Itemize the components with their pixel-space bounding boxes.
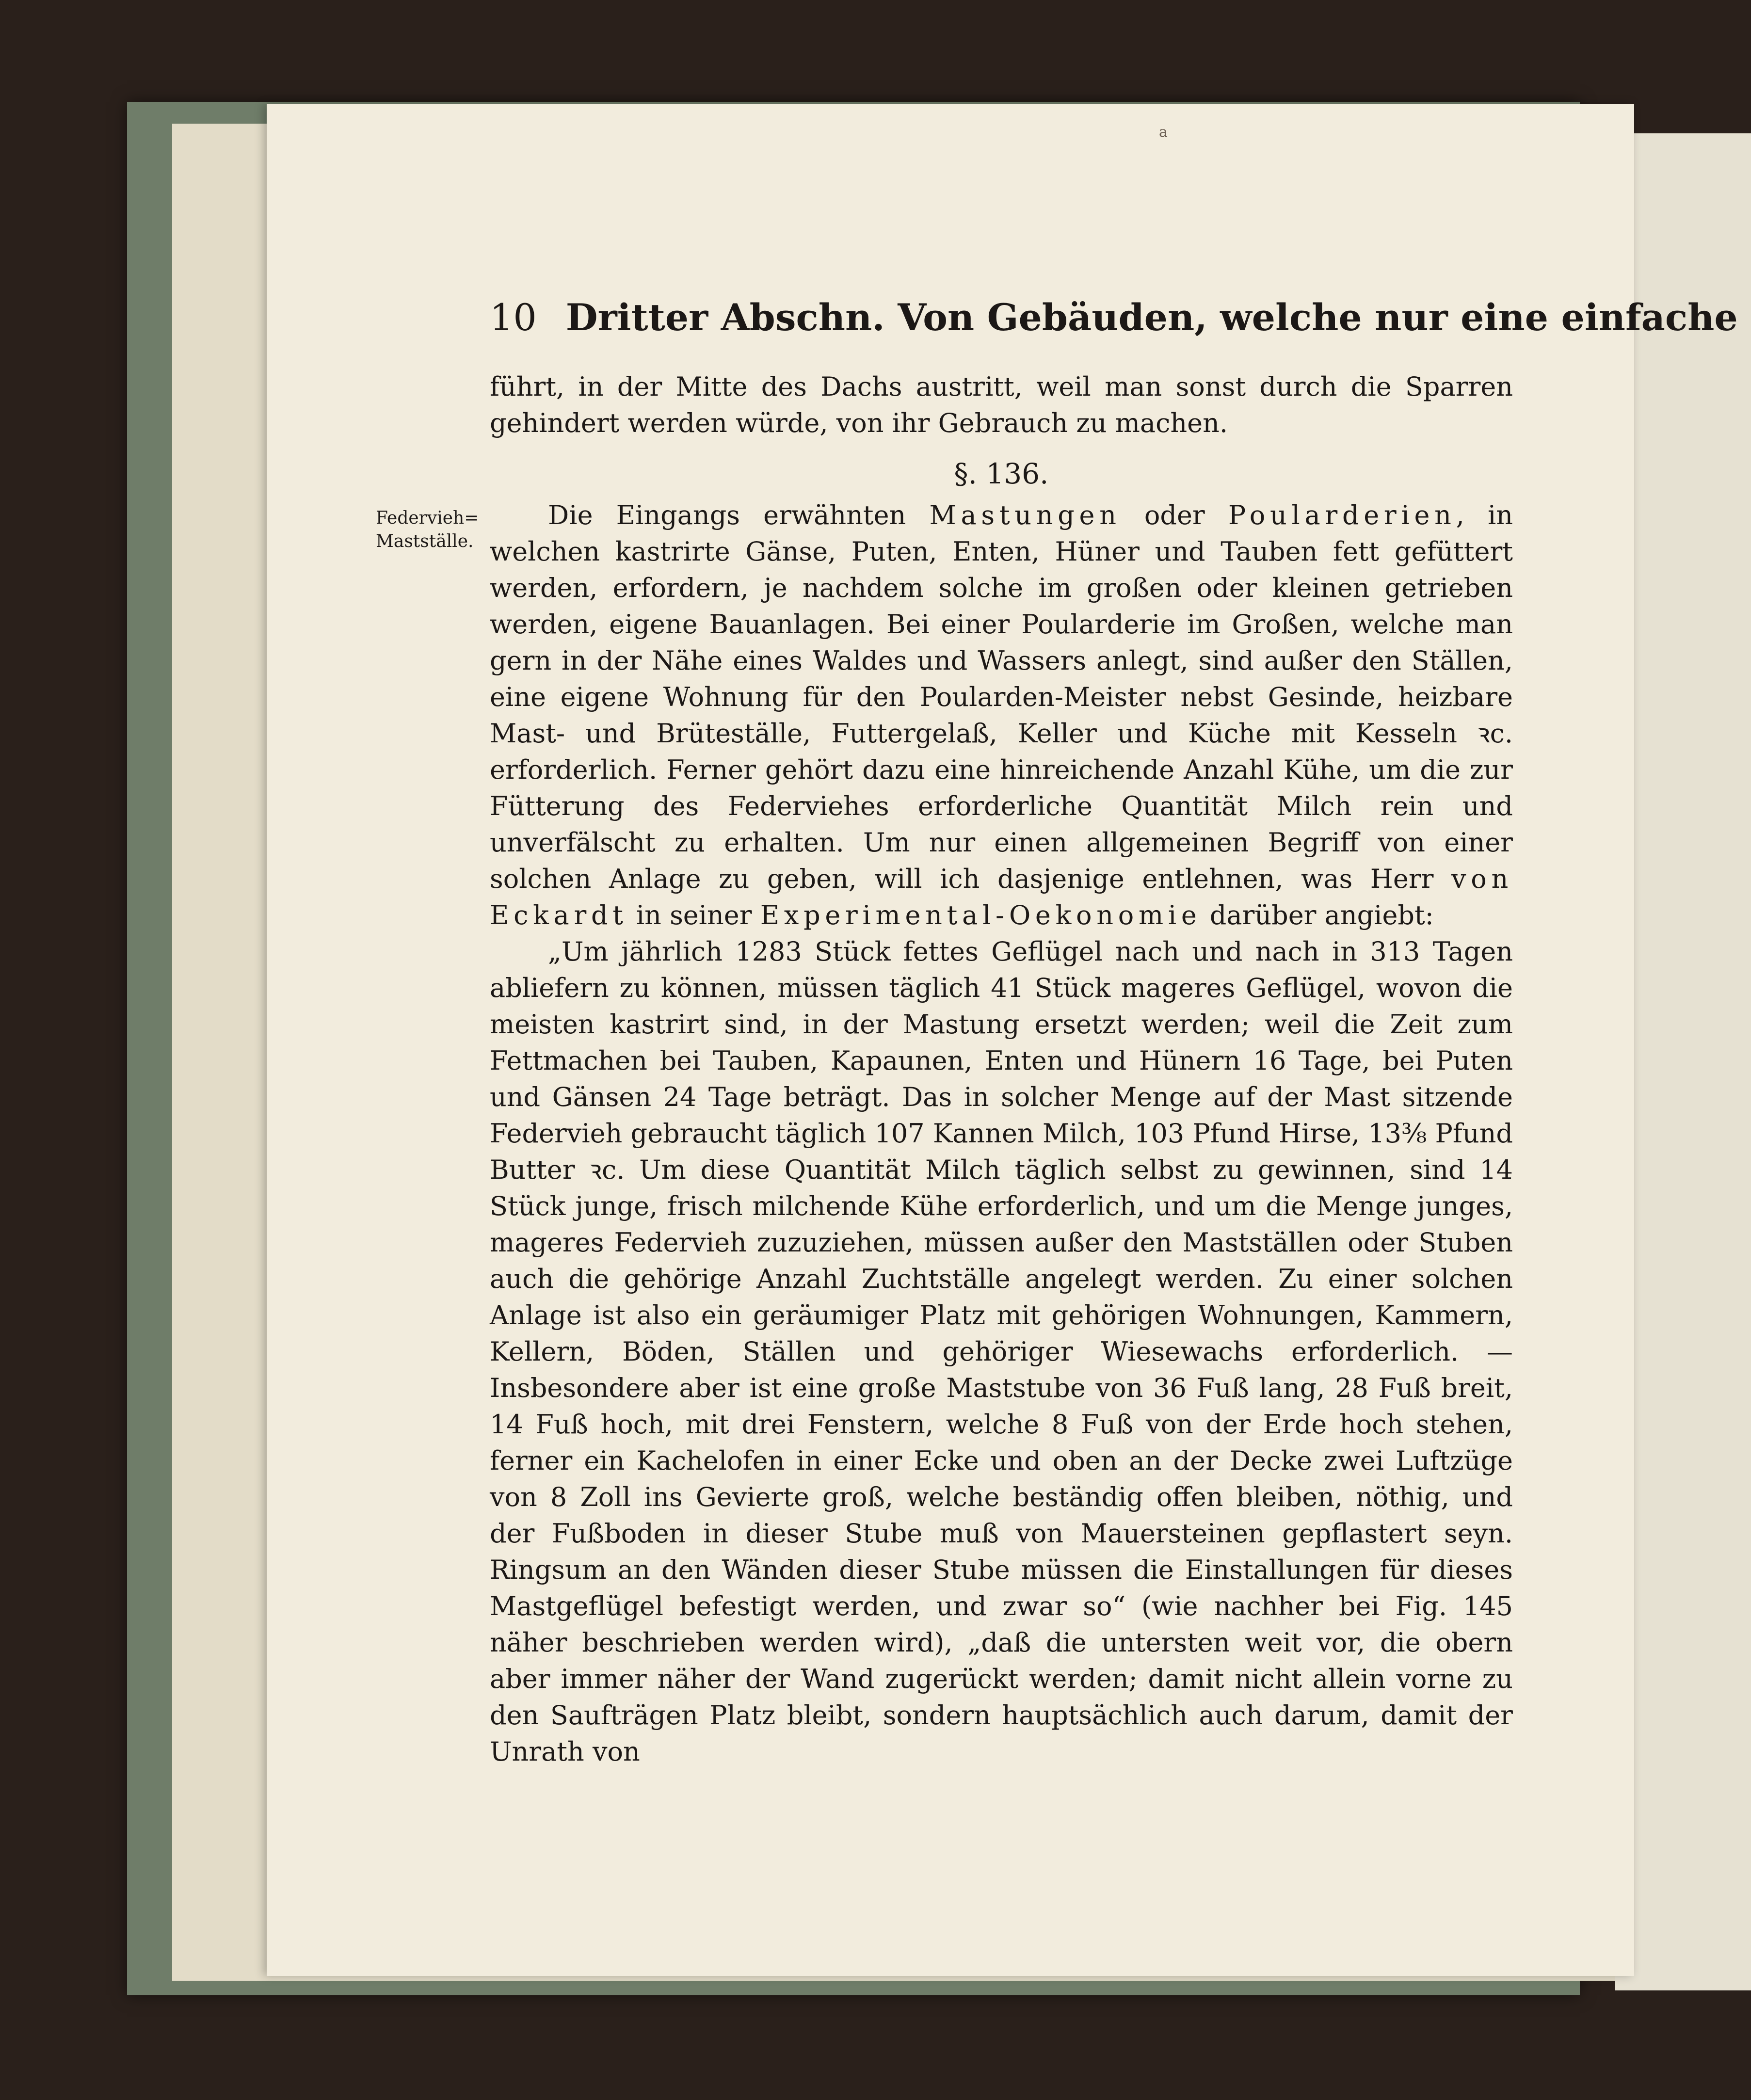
next-page-edge [1615, 133, 1751, 1990]
page-number: 10 [490, 296, 537, 339]
text-run: oder [1121, 500, 1228, 530]
margin-note-line: Mastställe. [376, 531, 474, 551]
book-page [267, 104, 1738, 1976]
page-mark: a [1159, 124, 1168, 141]
emphasis: von Eckardt [490, 864, 1513, 930]
intro-paragraph: führt, in der Mitte des Dachs austritt, weil man sonst durch die Sparren gehindert werden würde, von ihr Gebrauch zu machen. [490, 371, 1513, 438]
quote-paragraph: „Um jährlich 1283 Stück fettes Geflügel nach und nach in 313 Tagen abliefern zu können, müssen täglich 41 Stück mageres Geflügel, wovon die meisten kastrirt sind, in der Mastung ersetzt werden; weil die Zeit zum Fettmachen bei Tauben, Kapaunen, Enten und Hünern 16 Tage, bei Puten und Gänsen 24 Tage beträgt. Das in solcher Menge auf der Mast sitzende Federvieh gebraucht täglich 107 Kannen Milch, 103 Pfund Hirse, 13⅜ Pfund Butter ꝛc. Um diese Quantität Milch täglich selbst zu gewinnen, sind 14 Stück junge, frisch milchende Kühe erforderlich, und um die Menge junges, mageres Federvieh zuzuziehen, müssen außer den Mastställen oder Stuben auch die gehörige Anzahl Zuchtställe angelegt werden. Zu einer solchen Anlage ist also ein geräumiger Platz mit gehörigen Wohnungen, Kammern, Kellern, Böden, Ställen und gehöriger Wiesewachs erforderlich. — Insbesondere aber ist eine große Maststube von 36 Fuß lang, 28 Fuß breit, 14 Fuß hoch, mit drei Fenstern, welche 8 Fuß von der Erde hoch stehen, ferner ein Kachelofen in einer Ecke und oben an der Decke zwei Luftzüge von 8 Zoll ins Gevierte groß, welche beständig offen bleiben, nöthig, und der Fußboden in dieser Stube muß von Mauersteinen gepflastert seyn. Ringsum an den Wänden dieser Stube müssen die Einstallungen für dieses Mastgeflügel befestigt werden, und zwar so“ (wie nachher bei Fig. 145 näher beschrieben werden wird), „daß die untersten weit vor, die obern aber immer näher der Wand zugerückt werden; damit nicht allein vorne zu den Saufträgen Platz bleibt, sondern hauptsächlich auch darum, damit der Unrath von [490, 936, 1513, 1767]
text-run: darüber angiebt: [1201, 900, 1434, 930]
text-run: Die Eingangs erwähnten [548, 500, 930, 530]
section-heading: §. 136. [954, 457, 1049, 490]
text-run: in seiner [627, 900, 760, 930]
emphasis: Poularderien [1228, 500, 1456, 530]
body-text [490, 369, 1513, 1770]
running-title: Dritter Abschn. Von Gebäuden, welche nur eine einfache [565, 296, 1738, 339]
emphasis: Mastungen [929, 500, 1121, 530]
text-run: , in welchen kastrirte Gänse, Puten, Enten, Hüner und Tauben fett gefüttert werden, erfordern, je nachdem solche im großen oder kleinen getrieben werden, eigene Bauanlagen. Bei einer Poularderie im Großen, welche man gern in der Nähe eines Waldes und Wassers anlegt, sind außer den Ställen, eine eigene Wohnung für den Poularden-Meister nebst Gesinde, heizbare Mast- und Brüteställe, Futtergelaß, Keller und Küche mit Kesseln ꝛc. erforderlich. Ferner gehört dazu eine hinreichende Anzahl Kühe, um die zur Fütterung des Federviehes erforderliche Quantität Milch rein und unverfälscht zu erhalten. Um nur einen allgemeinen Begriff von einer solchen Anlage zu geben, will ich dasjenige entlehnen, was Herr [490, 500, 1513, 894]
running-header [490, 296, 1738, 349]
emphasis: Experimental-Oekonomie [760, 900, 1202, 930]
margin-note [376, 507, 487, 553]
margin-note-line: Federvieh= [376, 508, 479, 528]
paragraph-136 [490, 497, 1513, 933]
